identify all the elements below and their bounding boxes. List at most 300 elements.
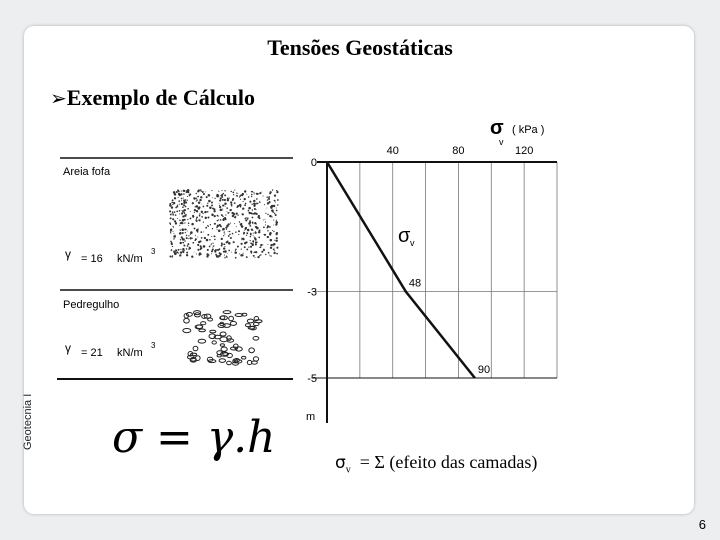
sand-grain — [207, 211, 209, 213]
sand-grain — [173, 213, 174, 214]
sand-grain — [182, 248, 184, 250]
sand-grain — [187, 208, 189, 210]
gravel-stone — [220, 316, 224, 319]
sand-grain — [244, 230, 245, 231]
sand-grain — [172, 202, 173, 203]
sand-grain — [223, 228, 225, 230]
sand-grain — [169, 256, 171, 258]
gravel-stone — [196, 356, 201, 361]
sand-grain — [196, 220, 198, 222]
sand-grain — [239, 221, 240, 222]
sand-grain — [230, 191, 232, 193]
curve-label-sub: v — [410, 238, 415, 248]
sand-grain — [178, 249, 180, 251]
sand-grain — [232, 199, 234, 201]
sand-grain — [223, 247, 225, 249]
gravel-stone — [193, 346, 198, 351]
sand-grain — [267, 236, 269, 238]
sand-grain — [271, 216, 272, 217]
layer-1-unit: kN/m — [117, 253, 143, 265]
sand-grain — [211, 190, 212, 191]
sand-grain — [205, 191, 206, 192]
sand-grain — [200, 196, 202, 198]
sand-grain — [275, 214, 277, 216]
sand-grain — [200, 247, 202, 249]
sand-grain — [209, 246, 211, 248]
sand-grain — [170, 224, 171, 225]
sand-grain — [217, 229, 218, 230]
sand-grain — [269, 233, 271, 235]
sand-grain — [246, 235, 247, 236]
sand-grain — [213, 210, 215, 212]
sand-grain — [211, 243, 212, 244]
sand-grain — [244, 198, 246, 200]
sand-grain — [172, 204, 173, 205]
sand-grain — [200, 231, 202, 233]
sand-grain — [192, 242, 194, 244]
sand-grain — [214, 198, 215, 199]
sand-grain — [196, 253, 197, 254]
sand-grain — [273, 246, 274, 247]
sand-grain — [264, 219, 265, 220]
sand-grain — [187, 243, 189, 245]
sand-grain — [231, 205, 232, 206]
sand-grain — [181, 203, 183, 205]
x-tick-label: 80 — [452, 145, 465, 157]
gravel-stone — [184, 318, 190, 323]
chart-marks — [327, 162, 490, 378]
sand-grain — [179, 214, 180, 215]
sand-grain — [209, 195, 211, 197]
sand-grain — [199, 199, 201, 201]
sand-grain — [255, 226, 256, 227]
sand-grain — [196, 210, 198, 212]
sand-grain — [274, 250, 275, 251]
sand-grain — [170, 214, 172, 216]
sand-grain — [198, 202, 200, 204]
sand-grain — [187, 196, 188, 197]
sand-grain — [232, 215, 234, 217]
sand-grain — [175, 223, 177, 225]
sand-grain — [190, 231, 193, 234]
sand-grain — [252, 230, 253, 231]
sand-grain — [262, 244, 263, 245]
sand-grain — [174, 197, 176, 199]
sand-grain — [219, 252, 221, 254]
sand-grain — [169, 210, 171, 212]
sand-grain — [184, 250, 185, 251]
sand-grain — [226, 256, 228, 258]
sand-grain — [219, 200, 221, 202]
sand-grain — [231, 209, 232, 210]
sum-text: = Σ (efeito das camadas) — [359, 452, 538, 472]
sand-grain — [273, 252, 275, 254]
sand-grain — [224, 232, 225, 233]
sand-grain — [228, 250, 230, 252]
sand-grain — [184, 240, 185, 241]
sand-grain — [236, 195, 237, 196]
sand-grain — [181, 213, 183, 215]
sand-grain — [274, 248, 275, 249]
sand-grain — [249, 225, 251, 227]
chart-ticks — [307, 145, 533, 385]
sand-grain — [270, 255, 272, 257]
soil-profile-diagram — [55, 150, 295, 390]
sand-grain — [261, 192, 262, 193]
sand-grain — [239, 253, 240, 254]
sand-grain — [242, 207, 244, 209]
sand-grain — [212, 228, 213, 229]
chart-axes — [312, 162, 557, 423]
sand-grain — [182, 238, 184, 240]
sand-grain — [240, 199, 241, 200]
layer-2-unit-exp: 3 — [151, 341, 156, 350]
gravel-texture — [183, 311, 262, 366]
gravel-stone — [242, 356, 246, 359]
sand-grain — [249, 201, 251, 203]
sand-grain — [183, 203, 185, 205]
sand-grain — [248, 211, 249, 212]
sand-grain — [210, 224, 211, 225]
sand-grain — [219, 203, 220, 204]
sand-grain — [246, 256, 248, 258]
sand-grain — [246, 194, 247, 195]
sand-grain — [224, 250, 227, 253]
sand-grain — [183, 197, 184, 198]
sand-grain — [192, 238, 193, 239]
formula: σ = γ.h — [112, 412, 276, 463]
sand-grain — [172, 255, 174, 257]
sand-grain — [198, 189, 200, 191]
sand-grain — [267, 230, 269, 232]
sand-grain — [173, 233, 174, 234]
gravel-stone — [212, 341, 216, 344]
sand-grain — [226, 242, 228, 244]
sand-grain — [234, 190, 235, 191]
sand-grain — [195, 235, 196, 236]
sand-grain — [244, 204, 246, 206]
sand-grain — [197, 207, 200, 210]
sand-grain — [201, 216, 203, 218]
sand-grain — [221, 238, 223, 240]
sand-grain — [212, 248, 214, 250]
gravel-stone — [253, 322, 259, 325]
sand-grain — [224, 244, 226, 246]
sand-grain — [242, 214, 244, 216]
sand-grain — [254, 194, 255, 195]
sand-grain — [179, 204, 180, 205]
sand-grain — [275, 223, 277, 225]
sand-grain — [182, 242, 184, 244]
layer-1-unit-exp: 3 — [151, 247, 156, 256]
sand-grain — [272, 189, 273, 190]
sand-grain — [183, 251, 185, 253]
sand-grain — [239, 195, 241, 197]
sand-grain — [211, 236, 212, 237]
sand-grain — [193, 197, 195, 199]
sand-grain — [241, 238, 243, 240]
sand-grain — [241, 248, 242, 249]
sand-grain — [197, 244, 199, 246]
sand-grain — [260, 202, 261, 203]
sand-grain — [225, 206, 226, 207]
sand-grain — [222, 209, 223, 210]
sand-grain — [244, 246, 246, 248]
sand-grain — [268, 198, 270, 200]
sand-grain — [265, 224, 266, 225]
sand-grain — [218, 219, 219, 220]
sand-grain — [173, 227, 174, 228]
sand-grain — [273, 244, 275, 246]
sand-grain — [268, 252, 270, 254]
sand-grain — [220, 219, 221, 220]
sand-grain — [269, 255, 270, 256]
sand-grain — [260, 254, 262, 256]
sand-grain — [270, 247, 272, 249]
sand-grain — [200, 219, 201, 220]
sand-grain — [246, 248, 248, 250]
sand-grain — [240, 254, 242, 256]
sand-grain — [170, 232, 171, 233]
sand-grain — [274, 240, 275, 241]
sand-grain — [179, 254, 181, 256]
sand-grain — [198, 196, 200, 198]
gravel-stone — [221, 347, 227, 351]
sand-grain — [223, 235, 224, 236]
sand-grain — [245, 217, 247, 219]
sand-grain — [230, 223, 231, 224]
sand-grain — [237, 215, 238, 216]
sand-grain — [256, 193, 258, 195]
gravel-stone — [186, 313, 192, 317]
sand-grain — [275, 239, 277, 241]
sand-grain — [276, 208, 277, 209]
sand-grain — [211, 204, 213, 206]
sand-grain — [186, 254, 188, 256]
sand-grain — [172, 213, 173, 214]
sand-grain — [250, 246, 252, 248]
sand-grain — [236, 192, 237, 193]
sand-grain — [169, 204, 172, 207]
sand-grain — [183, 193, 185, 195]
sum-label — [335, 452, 537, 476]
sand-grain — [186, 235, 187, 236]
sand-grain — [203, 231, 204, 232]
sand-grain — [263, 220, 264, 221]
sand-grain — [227, 253, 228, 254]
sand-grain — [214, 235, 216, 237]
sand-grain — [201, 237, 203, 239]
sand-grain — [219, 248, 220, 249]
layer-1-gamma-symbol: γ — [65, 247, 71, 261]
sand-grain — [253, 252, 254, 253]
sand-grain — [182, 220, 183, 221]
sand-grain — [207, 226, 208, 227]
sand-grain — [244, 242, 246, 244]
sand-grain — [243, 253, 244, 254]
sand-grain — [183, 190, 185, 192]
sand-grain — [264, 234, 266, 236]
sand-grain — [214, 215, 216, 217]
sand-grain — [185, 206, 187, 208]
sand-grain — [235, 231, 237, 233]
sand-grain — [224, 255, 225, 256]
sand-grain — [254, 222, 256, 224]
sand-grain — [197, 232, 198, 233]
sand-grain — [241, 239, 242, 240]
sand-grain — [170, 230, 172, 232]
sand-grain — [173, 235, 176, 238]
sand-grain — [183, 199, 185, 201]
sand-grain — [252, 244, 254, 246]
chart-grid — [312, 162, 557, 378]
sand-grain — [253, 203, 254, 204]
sand-grain — [178, 200, 180, 202]
sand-grain — [267, 225, 269, 227]
sand-grain — [235, 216, 236, 217]
sand-grain — [243, 233, 245, 235]
stress-chart — [300, 120, 575, 430]
x-axis-unit: ( kPa ) — [512, 124, 545, 136]
sand-grain — [241, 225, 244, 228]
sand-grain — [246, 241, 247, 242]
y-tick-label: -3 — [307, 286, 317, 299]
gravel-stone — [220, 344, 224, 347]
sand-grain — [236, 212, 238, 214]
curve-label-symbol: σ — [398, 225, 411, 247]
sand-grain — [172, 226, 173, 227]
sand-grain — [265, 254, 266, 255]
sand-grain — [183, 204, 185, 206]
sand-grain — [218, 196, 219, 197]
sand-grain — [224, 202, 226, 204]
sand-grain — [194, 228, 196, 230]
sand-grain — [187, 200, 188, 201]
sand-grain — [251, 196, 252, 197]
sand-grain — [176, 206, 178, 208]
sand-grain — [191, 223, 194, 226]
gravel-stone — [191, 353, 197, 356]
sand-grain — [188, 225, 189, 226]
sand-grain — [274, 194, 276, 196]
sand-grain — [233, 242, 234, 243]
sand-grain — [255, 241, 257, 243]
sum-sigma: σ — [335, 453, 346, 473]
sand-grain — [182, 206, 184, 208]
layer-2-name: Pedregulho — [63, 299, 120, 311]
sand-grain — [205, 217, 207, 219]
sand-grain — [184, 219, 186, 221]
sand-grain — [236, 226, 237, 227]
sand-grain — [273, 231, 274, 232]
sand-grain — [178, 252, 179, 253]
gravel-stone — [199, 329, 206, 332]
gravel-stone — [198, 339, 206, 343]
sand-grain — [171, 206, 173, 208]
sand-grain — [199, 213, 200, 214]
sand-grain — [235, 218, 236, 219]
sand-grain — [261, 251, 263, 253]
sand-grain — [234, 251, 237, 254]
gravel-stone — [204, 314, 211, 318]
sand-grain — [255, 251, 257, 253]
sand-grain — [179, 194, 181, 196]
data-label: 48 — [408, 277, 422, 290]
sand-grain — [265, 221, 266, 222]
sand-grain — [198, 219, 200, 221]
sand-grain — [201, 211, 203, 213]
sand-grain — [203, 221, 204, 222]
sand-grain — [252, 217, 254, 219]
sand-grain — [263, 195, 264, 196]
sand-grain — [201, 204, 202, 205]
sand-grain — [212, 197, 213, 198]
sand-grain — [223, 219, 225, 221]
sand-grain — [277, 204, 279, 206]
sand-grain — [266, 208, 267, 209]
sand-grain — [202, 213, 203, 214]
sand-grain — [276, 190, 277, 191]
sand-grain — [194, 212, 195, 213]
sand-grain — [255, 239, 257, 241]
sand-grain — [253, 235, 254, 236]
sand-grain — [197, 228, 198, 229]
sand-grain — [230, 201, 232, 203]
sand-grain — [208, 200, 211, 203]
sand-grain — [213, 245, 215, 247]
sand-grain — [202, 191, 204, 193]
sand-grain — [194, 252, 195, 253]
sand-grain — [260, 244, 262, 246]
sand-grain — [228, 242, 231, 245]
sand-grain — [271, 210, 273, 212]
sand-grain — [276, 220, 277, 221]
sand-grain — [172, 246, 173, 247]
sand-grain — [175, 214, 177, 216]
sand-grain — [251, 203, 252, 204]
sand-grain — [253, 233, 254, 234]
gravel-stone — [249, 348, 255, 353]
sand-grain — [184, 222, 185, 223]
sand-grain — [248, 210, 250, 212]
sand-grain — [185, 214, 186, 215]
sand-grain — [251, 212, 253, 214]
sand-grain — [250, 240, 251, 241]
sand-grain — [189, 237, 191, 239]
gravel-stone — [219, 359, 225, 363]
sand-grain — [267, 214, 268, 215]
sand-grain — [229, 231, 230, 232]
sand-grain — [256, 213, 258, 215]
sand-grain — [243, 201, 244, 202]
sand-grain — [197, 237, 198, 238]
sand-grain — [179, 210, 181, 212]
sand-grain — [196, 205, 199, 208]
sand-grain — [172, 211, 173, 212]
sand-texture — [169, 189, 279, 259]
sand-grain — [196, 198, 197, 199]
y-axis-unit: m — [306, 411, 316, 423]
sand-grain — [229, 198, 230, 199]
sand-grain — [214, 239, 216, 241]
sand-grain — [269, 215, 271, 217]
sand-grain — [207, 249, 209, 251]
sand-grain — [227, 211, 228, 212]
sand-grain — [224, 194, 226, 196]
sand-grain — [171, 243, 172, 244]
sand-grain — [251, 194, 253, 196]
sand-grain — [188, 235, 189, 236]
